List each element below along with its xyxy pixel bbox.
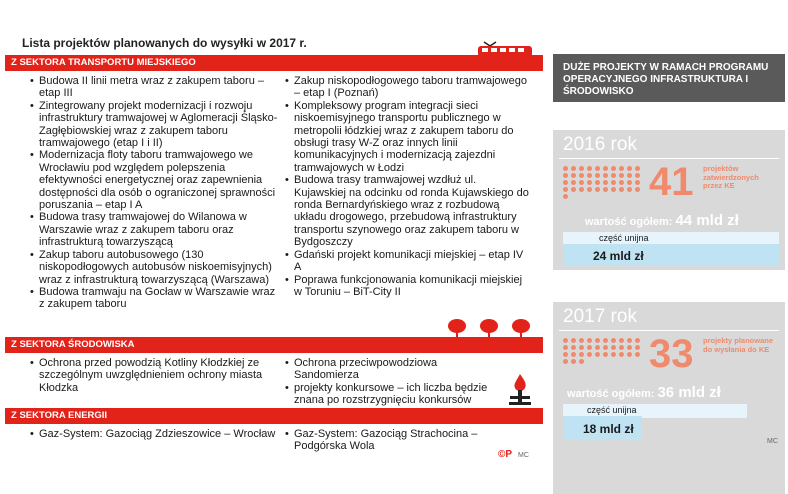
project-dot	[627, 187, 632, 192]
environment-list-right	[285, 357, 500, 407]
project-dot	[587, 173, 592, 178]
project-dot	[603, 345, 608, 350]
year-block-2017	[553, 302, 785, 494]
project-dot	[611, 345, 616, 350]
list-item: • Zintegrowany projekt modernizacji i rozwoju infrastruktury tramwajowej w Aglomeracji Śląsko-Zagłębiowskiej wraz z zakupem taboru tramwajowego (etap I i II)	[30, 100, 280, 150]
project-dot	[611, 338, 616, 343]
project-dot	[571, 173, 576, 178]
project-dot	[619, 345, 624, 350]
summary-panel	[553, 54, 785, 494]
project-dot	[571, 345, 576, 350]
project-dot	[635, 338, 640, 343]
environment-list-left	[30, 357, 280, 394]
eu-label-2016: część unijna	[599, 233, 649, 243]
list-item: • Ochrona przeciwpowodziowa Sandomierza	[285, 357, 500, 382]
project-dot	[627, 345, 632, 350]
list-item: • Budowa trasy tramwajowej wzdłuż ul. Kujawskiej na odcinku od ronda Kujawskiego do ronda Bernardyńskiego wraz z rozbudową układu drogowego, przebudową infrastruktury transportu szynowego oraz zakupem taboru w Bydgoszczy	[285, 174, 530, 248]
energy-list-right	[285, 428, 530, 453]
project-dot	[571, 166, 576, 171]
list-item: • Ochrona przed powodzią Kotliny Kłodzkiej ze szczególnym uwzględnieniem ochrony miasta Kłodzka	[30, 357, 280, 394]
project-dot	[635, 187, 640, 192]
year-rule	[559, 158, 779, 159]
project-dot	[611, 180, 616, 185]
list-item: • Zakup taboru autobusowego (130 niskopodłogowych autobusów niskoemisyjnych) wraz z infrastrukturą towarzyszącą (Warszawa)	[30, 249, 280, 286]
project-dot	[635, 345, 640, 350]
total-2017	[567, 384, 721, 401]
count-caption-2016: projektów zatwierdzonych przez KE	[703, 164, 759, 190]
page-title: Lista projektów planowanych do wysyłki w 2017 r.	[22, 36, 307, 50]
project-dot	[595, 180, 600, 185]
project-dot	[635, 352, 640, 357]
panel-credit: MC	[767, 438, 778, 445]
project-dot	[579, 180, 584, 185]
project-dot	[563, 345, 568, 350]
project-dot	[579, 166, 584, 171]
project-dot	[603, 180, 608, 185]
project-dot	[635, 166, 640, 171]
project-dot	[603, 187, 608, 192]
project-dot	[611, 352, 616, 357]
project-dot	[563, 352, 568, 357]
list-item: • Budowa tramwaju na Gocław w Warszawie wraz z zakupem taboru	[30, 286, 280, 311]
project-dot	[587, 187, 592, 192]
project-dot	[595, 166, 600, 171]
project-dot	[579, 352, 584, 357]
project-dot	[635, 173, 640, 178]
total-value-2016: 44 mld zł	[675, 212, 739, 229]
project-dot	[611, 173, 616, 178]
project-dot	[571, 187, 576, 192]
list-item: • Gaz-System: Gazociąg Strachocina – Podgórska Wola	[285, 428, 530, 453]
project-dot	[627, 352, 632, 357]
project-dot	[563, 187, 568, 192]
project-dot	[603, 166, 608, 171]
project-dot	[619, 187, 624, 192]
project-dot	[595, 173, 600, 178]
transport-list-right	[285, 75, 530, 298]
year-label-2017: 2017 rok	[563, 306, 637, 327]
project-dot	[563, 338, 568, 343]
panel-heading: DUŻE PROJEKTY W RAMACH PROGRAMU OPERACYJNEGO INFRASTRUKTURA I ŚRODOWISKO	[553, 54, 785, 102]
project-dot	[563, 180, 568, 185]
project-dot	[579, 345, 584, 350]
project-dot	[627, 173, 632, 178]
project-dots-2016	[563, 166, 643, 201]
project-dot	[595, 187, 600, 192]
project-dot	[627, 166, 632, 171]
project-dot	[619, 166, 624, 171]
project-dot	[571, 180, 576, 185]
year-rule	[559, 330, 779, 331]
list-item: • Budowa II linii metra wraz z zakupem taboru – etap III	[30, 75, 280, 100]
project-dot	[579, 359, 584, 364]
project-dot	[563, 166, 568, 171]
project-dot	[595, 338, 600, 343]
count-2016: 41	[649, 160, 694, 204]
project-dot	[587, 180, 592, 185]
footer-logo: ©P	[498, 449, 513, 460]
project-dot	[627, 338, 632, 343]
list-item: • Poprawa funkcjonowania komunikacji miejskiej w Toruniu – BiT-City II	[285, 274, 530, 299]
project-dot	[563, 173, 568, 178]
section-bar-transport: Z SEKTORA TRANSPORTU MIEJSKIEGO	[5, 55, 543, 71]
project-dot	[603, 173, 608, 178]
footer-credit: MC	[518, 452, 529, 459]
project-dot	[563, 359, 568, 364]
eu-label-2017: część unijna	[587, 405, 637, 415]
list-item: • Zakup niskopodłogowego taboru tramwajowego – etap I (Poznań)	[285, 75, 530, 100]
project-dot	[587, 338, 592, 343]
list-item: • projekty konkursowe – ich liczba będzie znana po rozstrzygnięciu konkursów	[285, 382, 500, 407]
year-block-2016	[553, 130, 785, 270]
project-dot	[603, 338, 608, 343]
project-dot	[579, 173, 584, 178]
project-dot	[587, 345, 592, 350]
total-label-2017: wartość ogółem:	[567, 388, 655, 400]
project-dot	[587, 352, 592, 357]
eu-value-2016: 24 mld zł	[593, 249, 644, 263]
total-value-2017: 36 mld zł	[657, 384, 721, 401]
project-dot	[619, 338, 624, 343]
project-dot	[611, 166, 616, 171]
total-2016	[585, 212, 739, 229]
project-dot	[579, 187, 584, 192]
project-dot	[619, 173, 624, 178]
section-bar-energy: Z SEKTORA ENERGII	[5, 408, 543, 424]
count-caption-2017: projekty planowane do wysłania do KE	[703, 336, 774, 354]
project-dot	[587, 166, 592, 171]
list-item: • Gdański projekt komunikacji miejskiej – etap IV A	[285, 249, 530, 274]
project-dot	[563, 194, 568, 199]
count-2017: 33	[649, 332, 694, 376]
project-dot	[579, 338, 584, 343]
project-dot	[571, 352, 576, 357]
total-label-2016: wartość ogółem:	[585, 216, 673, 228]
transport-list-left	[30, 75, 280, 311]
energy-list-left	[30, 428, 280, 440]
gas-flame-icon	[505, 372, 535, 406]
project-dots-2017	[563, 338, 643, 366]
eu-value-2017: 18 mld zł	[583, 422, 634, 436]
project-dot	[619, 352, 624, 357]
list-item: • Modernizacja floty taboru tramwajowego we Wrocławiu pod względem polepszenia efektywności energetycznej oraz zapewnienia dostępności dla osób o ograniczonej sprawności poruszania – etap I A	[30, 149, 280, 211]
section-bar-environment: Z SEKTORA ŚRODOWISKA	[5, 337, 543, 353]
project-dot	[595, 352, 600, 357]
project-dot	[627, 180, 632, 185]
project-dot	[571, 338, 576, 343]
list-item: • Budowa trasy tramwajowej do Wilanowa w Warszawie wraz z zakupem taboru oraz infrastrukturą towarzyszącą	[30, 211, 280, 248]
list-item: • Gaz-System: Gazociąg Zdzieszowice – Wrocław	[30, 428, 280, 440]
project-dot	[619, 180, 624, 185]
list-item: • Kompleksowy program integracji sieci niskoemisyjnego transportu publicznego w metropolii łódzkiej wraz z zakupem taboru do obsługi trasy W-Z oraz innych linii komunikacyjnych i modernizacją zajezdni tramwajowych w Łodzi	[285, 100, 530, 174]
year-label-2016: 2016 rok	[563, 134, 637, 155]
project-dot	[635, 180, 640, 185]
project-dot	[603, 352, 608, 357]
project-dot	[611, 187, 616, 192]
project-dot	[571, 359, 576, 364]
project-dot	[595, 345, 600, 350]
